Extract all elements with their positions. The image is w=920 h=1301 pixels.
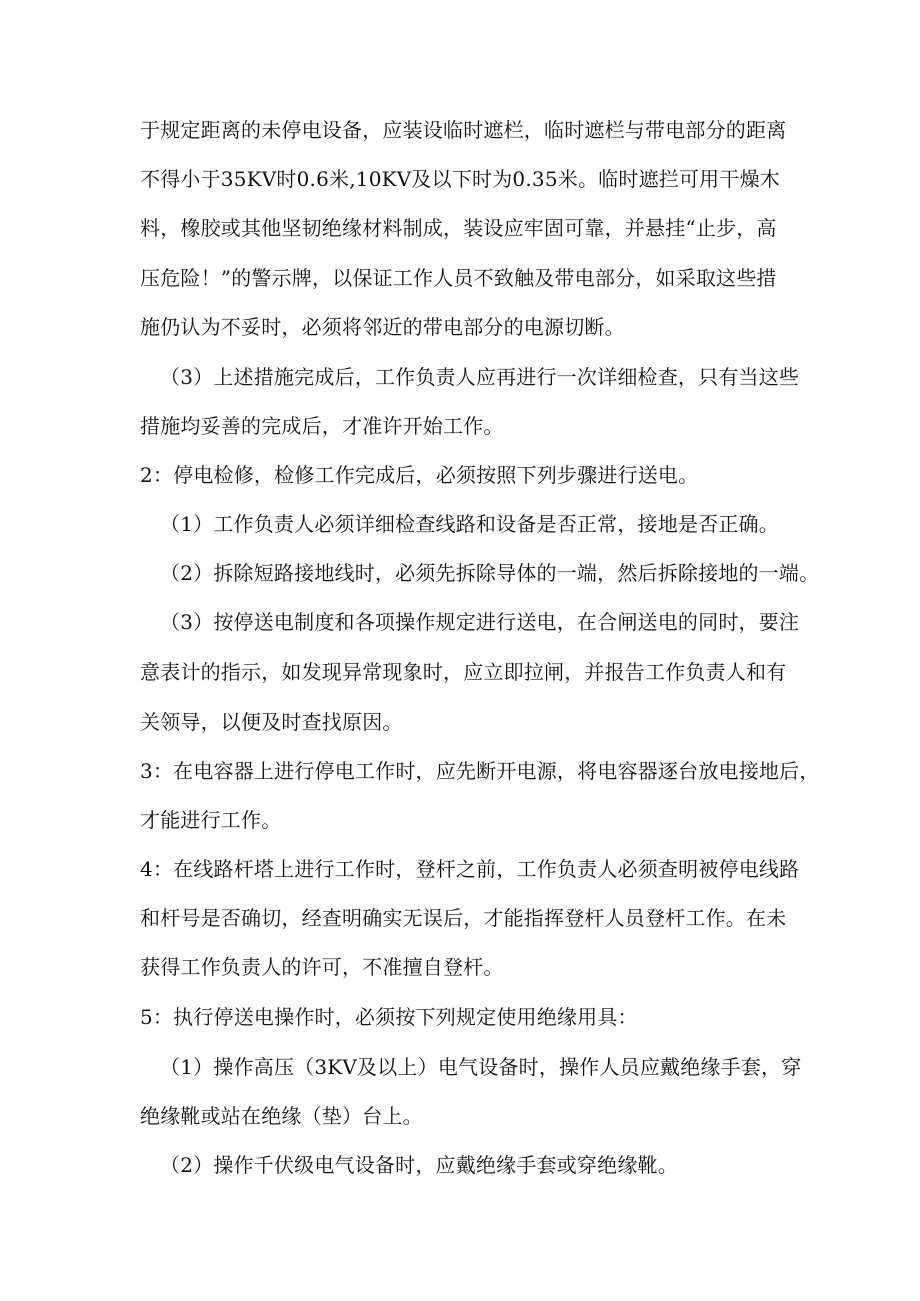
text-line: 措施均妥善的完成后，才准许开始工作。 bbox=[140, 414, 504, 438]
text-line: 关领导，以便及时查找原因。 bbox=[140, 710, 403, 734]
text-line: 绝缘靴或站在绝缘（垫）台上。 bbox=[140, 1104, 423, 1128]
text-line: 意表计的指示，如发现异常现象时，应立即拉闸，并报告工作负责人和有 bbox=[140, 660, 787, 684]
text-line: 5：执行停送电操作时，必须按下列规定使用绝缘用具： bbox=[140, 1005, 638, 1029]
text-line: （3）上述措施完成后，工作负责人应再进行一次详细检查，只有当这些 bbox=[160, 365, 800, 389]
text-line: （1）工作负责人必须详细检查线路和设备是否正常，接地是否正确。 bbox=[160, 512, 779, 536]
text-line: 3：在电容器上进行停电工作时，应先断开电源，将电容器逐台放电接地后， bbox=[140, 759, 820, 783]
text-line: （2）拆除短路接地线时，必须先拆除导体的一端，然后拆除接地的一端。 bbox=[160, 561, 820, 585]
text-line: 于规定距离的未停电设备，应装设临时遮栏，临时遮栏与带电部分的距离 bbox=[140, 118, 787, 142]
text-line: 不得小于35KV时0.6米,10KV及以下时为0.35米。临时遮拦可用干燥木 bbox=[140, 167, 780, 191]
text-line: （3）按停送电制度和各项操作规定进行送电，在合闸送电的同时，要注 bbox=[160, 610, 800, 634]
text-line: 施仍认为不妥时，必须将邻近的带电部分的电源切断。 bbox=[140, 315, 625, 339]
text-line: 4：在线路杆塔上进行工作时，登杆之前，工作负责人必须查明被停电线路 bbox=[140, 857, 800, 881]
text-line: 获得工作负责人的许可，不准擅自登杆。 bbox=[140, 955, 504, 979]
text-line: （2）操作千伏级电气设备时，应戴绝缘手套或穿绝缘靴。 bbox=[160, 1153, 678, 1177]
text-line: 料，橡胶或其他坚韧绝缘材料制成，装设应牢固可靠，并悬挂“止步，高 bbox=[140, 216, 777, 240]
text-line: 和杆号是否确切，经查明确实无误后，才能指挥登杆人员登杆工作。在未 bbox=[140, 906, 787, 930]
text-line: 压危险！”的警示牌，以保证工作人员不致触及带电部分，如采取这些措 bbox=[140, 266, 777, 290]
text-line: 才能进行工作。 bbox=[140, 808, 282, 832]
text-line: 2：停电检修，检修工作完成后，必须按照下列步骤进行送电。 bbox=[140, 463, 699, 487]
text-line: （1）操作高压（3KV及以上）电气设备时，操作人员应戴绝缘手套，穿 bbox=[160, 1055, 802, 1079]
